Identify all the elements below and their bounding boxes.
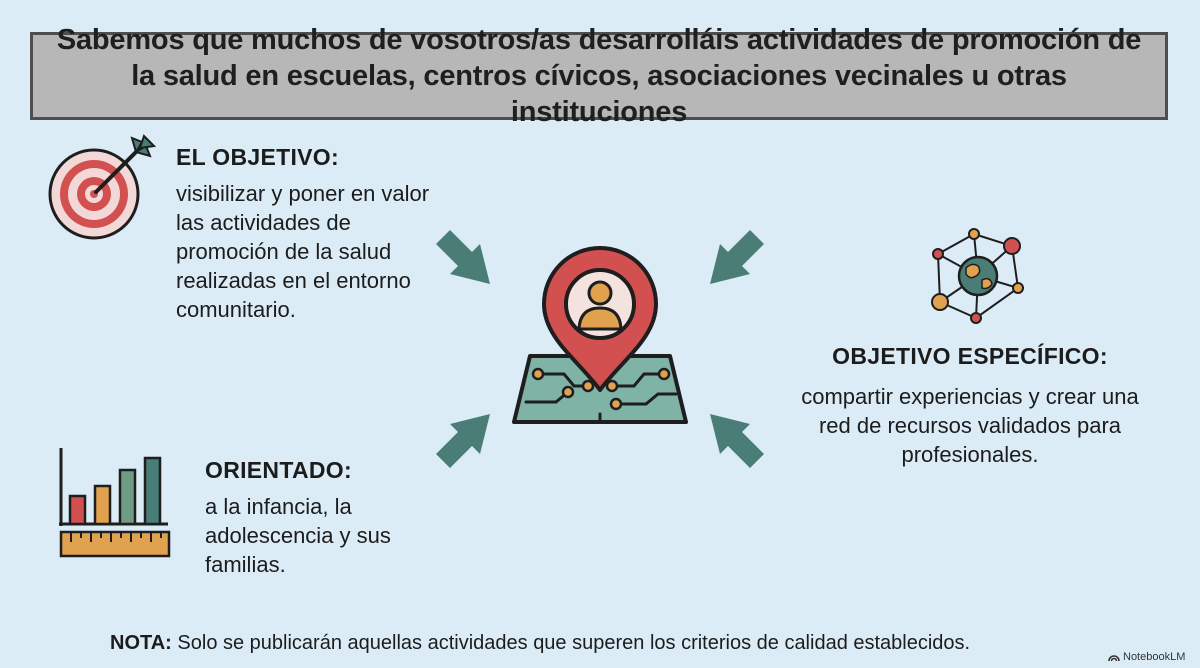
note-text xyxy=(110,632,1110,655)
brand-name: NotebookLM xyxy=(1123,651,1186,663)
specific-objective-heading: OBJETIVO ESPECÍFICO: xyxy=(832,343,1108,369)
specific-objective-text: compartir experiencias y crear una red de recursos validados para profesionales. xyxy=(801,384,1139,467)
arrow-bottom-left-icon xyxy=(432,408,496,472)
target-audience-text: a la infancia, la adolescencia y sus familias. xyxy=(205,494,391,577)
bar-chart-ruler-icon xyxy=(56,444,176,562)
globe-network-icon xyxy=(928,226,1028,326)
target-audience-heading: ORIENTADO: xyxy=(205,457,352,483)
notebooklm-logo-icon xyxy=(1108,652,1120,662)
objective-block xyxy=(176,144,436,324)
header-banner xyxy=(30,24,1168,128)
note-body: Solo se publicarán aquellas actividades que superen los criterios de calidad establecidos. xyxy=(177,632,971,654)
target-icon xyxy=(44,132,162,244)
location-pin-map-icon xyxy=(508,244,692,428)
objective-heading: EL OBJETIVO: xyxy=(176,144,339,170)
objective-text: visibilizar y poner en valor las actividades de promoción de la salud realizadas en el entorno comunitario. xyxy=(176,181,430,322)
arrow-top-right-icon xyxy=(704,226,768,290)
note-label: NOTA: xyxy=(110,632,172,654)
target-audience-block xyxy=(205,457,405,579)
brand-watermark xyxy=(1108,651,1185,663)
arrow-bottom-right-icon xyxy=(704,408,768,472)
arrow-top-left-icon xyxy=(432,226,496,290)
banner-text: Sabemos que muchos de vosotros/as desarrolláis actividades de promoción de la salud en escuelas, centros cívicos, asociaciones vecinales u otras instituciones xyxy=(56,24,1142,128)
specific-objective-block xyxy=(800,343,1140,469)
